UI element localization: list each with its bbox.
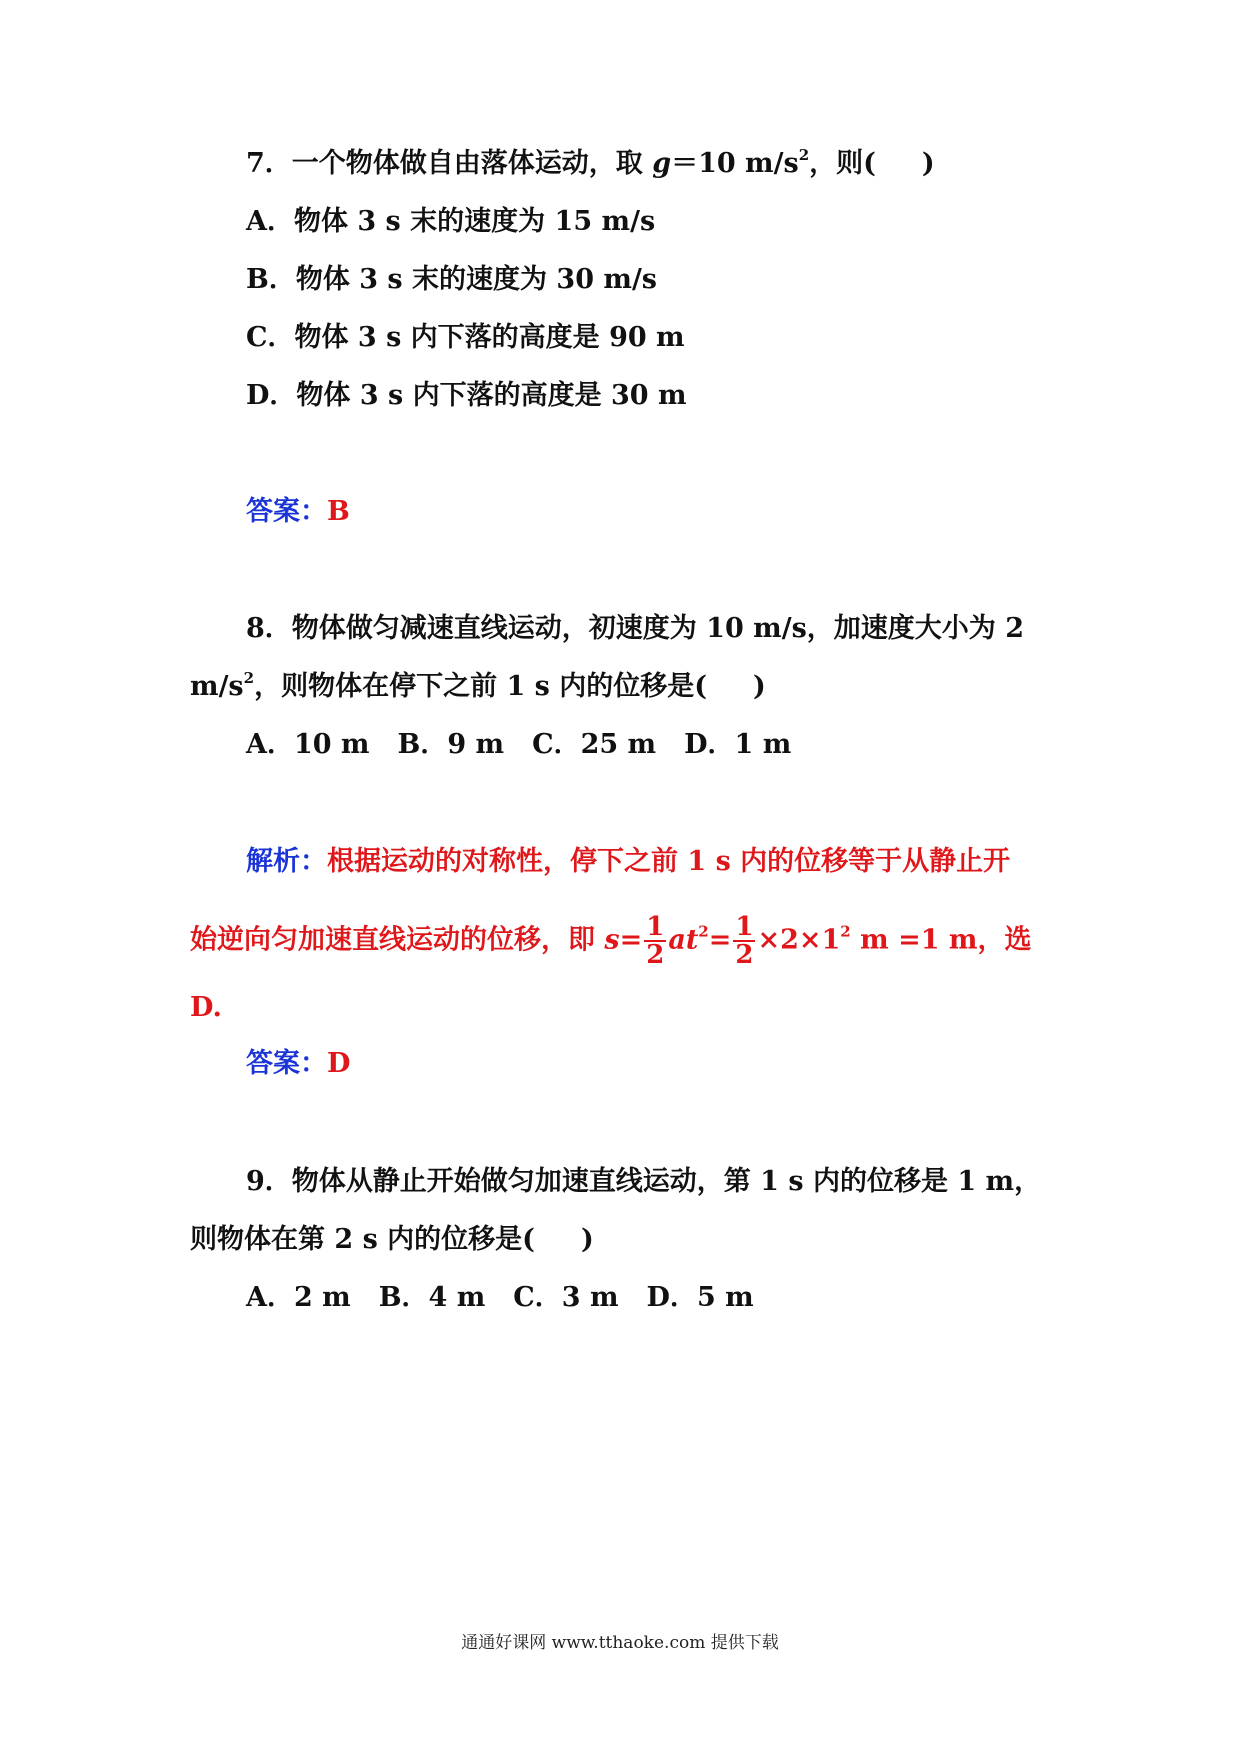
q7-option-c: C．物体 3 s 内下落的高度是 90 m xyxy=(246,322,685,353)
formula-result: m =1 m，选 xyxy=(850,924,1032,956)
fraction-numerator-2: 1 xyxy=(735,912,754,942)
q7-stem xyxy=(246,146,935,182)
formula-fraction-2 xyxy=(733,914,755,968)
q9-stem-text: 则物体在第 2 s 内的位移是( xyxy=(190,1224,535,1255)
q8-answer-value: D xyxy=(327,1048,351,1079)
q7-stem-end: ，则( xyxy=(809,148,876,179)
q8-answer-label: 答案： xyxy=(246,1048,327,1079)
q9-option-a: A．2 m xyxy=(246,1282,351,1313)
q8-analysis-text2: 始逆向匀加速直线运动的位移，即 xyxy=(190,924,605,956)
q7-option-b: B．物体 3 s 末的速度为 30 m/s xyxy=(246,264,658,295)
q7-option-a: A．物体 3 s 末的速度为 15 m/s xyxy=(246,206,656,237)
q8-analysis-line1 xyxy=(246,844,1010,880)
q8-stem-end: ，则物体在停下之前 1 s 内的位移是( xyxy=(254,671,708,702)
q8-answer xyxy=(246,1046,350,1082)
q8-option-b: B．9 m xyxy=(397,729,505,760)
q7-stem-text: 7．一个物体做自由落体运动，取 xyxy=(246,148,653,179)
q7-option-d: D．物体 3 s 内下落的高度是 30 m xyxy=(246,380,687,411)
q9-paren-close: ) xyxy=(580,1224,594,1255)
formula-fraction xyxy=(644,914,666,968)
q9-option-d: D．5 m xyxy=(646,1282,754,1313)
q8-options xyxy=(246,727,819,763)
formula-superscript-2: 2 xyxy=(840,922,851,941)
q9-stem-line2 xyxy=(190,1222,594,1258)
q7-stem-value: ＝10 m/s xyxy=(671,148,799,179)
q8-analysis-label: 解析： xyxy=(246,846,327,877)
formula-s: s xyxy=(604,924,620,956)
q8-unit: m/s xyxy=(190,671,244,702)
q8-stem-line2 xyxy=(190,669,766,705)
q9-stem-line1: 9．物体从静止开始做匀加速直线运动，第 1 s 内的位移是 1 m， xyxy=(246,1166,1042,1197)
q8-option-a: A．10 m xyxy=(246,729,370,760)
q8-option-c: C．25 m xyxy=(532,729,657,760)
q7-superscript: 2 xyxy=(798,146,810,164)
q8-paren-close: ) xyxy=(753,671,766,702)
q8-analysis-line2 xyxy=(190,914,1031,968)
q8-analysis-text1: 根据运动的对称性，停下之前 1 s 内的位移等于从静止开 xyxy=(327,846,1011,877)
q7-answer-label: 答案： xyxy=(246,496,327,527)
q8-analysis-line3: D. xyxy=(190,992,222,1023)
formula-equals: = xyxy=(619,924,643,956)
q8-superscript: 2 xyxy=(243,669,255,687)
fraction-denominator-2: 2 xyxy=(735,940,754,970)
page-footer: 通通好课网 www.tthaoke.com 提供下载 xyxy=(461,1633,779,1653)
q9-option-c: C．3 m xyxy=(513,1282,619,1313)
q9-options xyxy=(246,1280,782,1316)
q9-option-b: B．4 m xyxy=(378,1282,486,1313)
fraction-numerator: 1 xyxy=(646,912,665,942)
fraction-denominator: 2 xyxy=(646,940,665,970)
q7-answer xyxy=(246,494,350,530)
q7-paren-close: ) xyxy=(921,148,935,179)
q8-option-d: D．1 m xyxy=(684,729,792,760)
formula-product: ×2×1 xyxy=(757,924,841,956)
formula-superscript: 2 xyxy=(698,922,709,941)
q7-answer-value: B xyxy=(327,496,350,527)
formula-equals-2: = xyxy=(708,924,732,956)
formula-at: at xyxy=(668,924,699,956)
q8-stem-line1: 8．物体做匀减速直线运动，初速度为 10 m/s，加速度大小为 2 xyxy=(246,613,1024,644)
q7-g-variable: g xyxy=(652,148,672,179)
